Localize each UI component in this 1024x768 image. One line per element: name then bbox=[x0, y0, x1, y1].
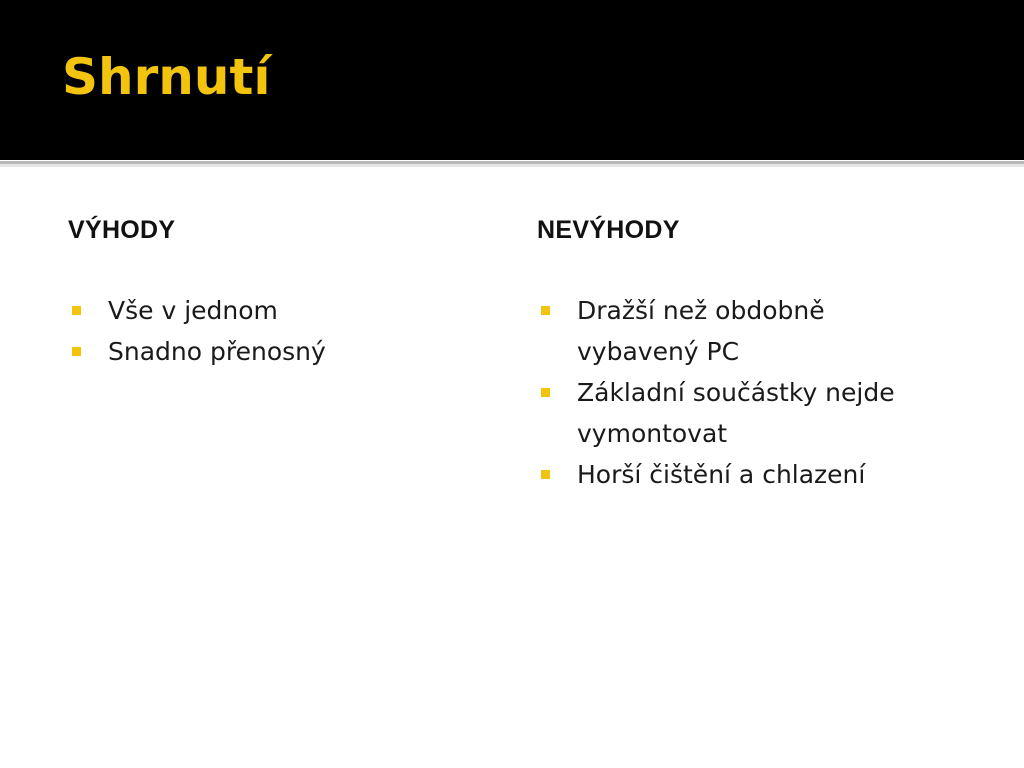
square-bullet-icon bbox=[72, 306, 81, 315]
list-item bbox=[537, 290, 937, 372]
slide-title: Shrnutí bbox=[62, 48, 271, 106]
list-item bbox=[537, 454, 937, 495]
advantages-list bbox=[68, 290, 468, 372]
list-item bbox=[537, 372, 937, 454]
square-bullet-icon bbox=[541, 388, 550, 397]
list-item-text: Horší čištění a chlazení bbox=[577, 460, 866, 489]
square-bullet-icon bbox=[72, 347, 81, 356]
list-item bbox=[68, 331, 468, 372]
square-bullet-icon bbox=[541, 306, 550, 315]
advantages-column bbox=[68, 214, 468, 372]
disadvantages-column bbox=[537, 214, 937, 495]
list-item bbox=[68, 290, 468, 331]
disadvantages-list bbox=[537, 290, 937, 495]
advantages-heading: VÝHODY bbox=[68, 216, 176, 244]
list-item-text: Dražší než obdobně vybavený PC bbox=[577, 296, 825, 366]
list-item-text: Vše v jednom bbox=[108, 296, 278, 325]
list-item-text: Snadno přenosný bbox=[108, 337, 326, 366]
list-item-text: Základní součástky nejde vymontovat bbox=[577, 378, 895, 448]
title-band bbox=[0, 0, 1024, 160]
disadvantages-heading: NEVÝHODY bbox=[537, 216, 680, 244]
square-bullet-icon bbox=[541, 470, 550, 479]
title-divider-shadow bbox=[0, 164, 1024, 167]
